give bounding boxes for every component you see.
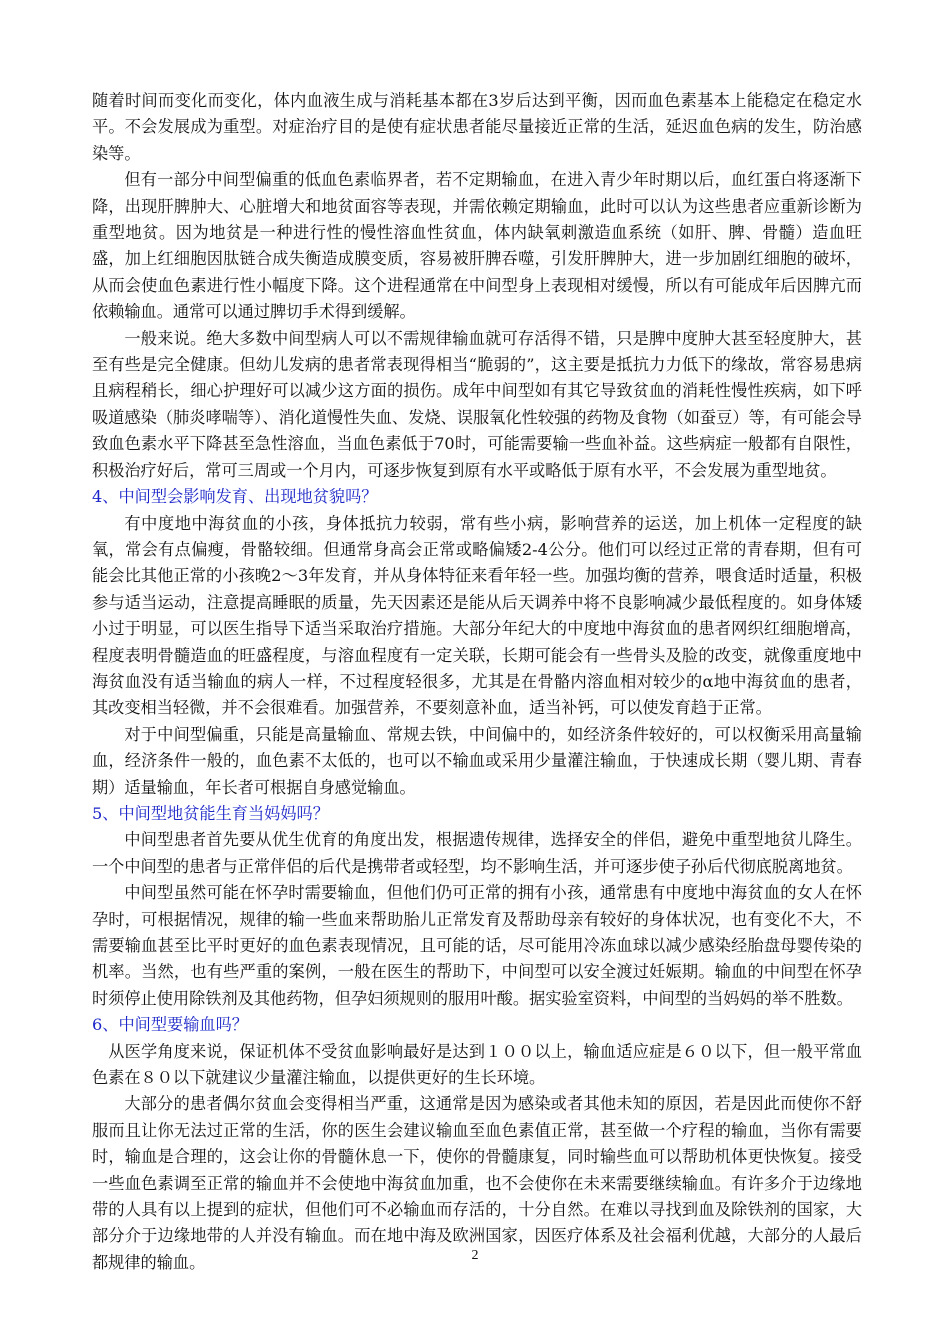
paragraph: 一般来说。绝大多数中间型病人可以不需规律输血就可存活得不错，只是脾中度肿大甚至轻度肿大，甚至有些是完全健康。但幼儿发病的患者常表现得相当“脆弱的”，这主要是抵抗力力低下的缘故，常容易患病且病程稍长，细心护理好可以减少这方面的损伤。成年中间型如有其它导致贫血的消耗性慢性疾病，如下呼吸道感染（肺炎哮喘等）、消化道慢性失血、发烧、误服氧化性较强的药物及食物（如蚕豆）等，有可能会导致血色素水平下降甚至急性溶血，当血色素低于70时，可能需要输一些血补益。这些病症一般都有自限性，积极治疗好后，常可三周或一个月内，可逐步恢复到原有水平或略低于原有水平，不会发展为重型地贫。	[92, 328, 862, 480]
paragraph: 随着时间而变化而变化，体内血液生成与消耗基本都在3岁后达到平衡，因而血色素基本上能稳定在稳定水平。不会发展成为重型。对症治疗目的是使有症状患者能尽量接近正常的生活，延迟血色病的发生，防治感染等。	[92, 91, 862, 163]
page-number: 2	[471, 1248, 479, 1263]
section-heading-5: 5、中间型地贫能生育当妈妈吗？	[92, 803, 329, 823]
paragraph: 中间型虽然可能在怀孕时需要输血，但他们仍可正常的拥有小孩，通常患有中度地中海贫血的女人在怀孕时，可根据情况，规律的输一些血来帮助胎儿正常发育及帮助母亲有较好的身体状况，也有变化不大，不需要输血甚至比平时更好的血色素表现情况，且可能的话，尽可能用冷冻血球以减少感染经胎盘母婴传染的机率。当然，也有些严重的案例，一般在医生的帮助下，中间型可以安全渡过妊娠期。输血的中间型在怀孕时须停止使用除铁剂及其他药物，但孕妇须规则的服用叶酸。据实验室资料，中间型的当妈妈的举不胜数。	[92, 883, 862, 1008]
paragraph: 对于中间型偏重，只能是高量输血、常规去铁，中间偏中的，如经济条件较好的，可以权衡采用高量输血，经济条件一般的，血色素不太低的，也可以不输血或采用少量灌注输血，于快速成长期（婴儿期、青春期）适量输血，年长者可根据自身感觉输血。	[92, 724, 862, 797]
paragraph: 中间型患者首先要从优生优育的角度出发，根据遗传规律，选择安全的伴侣，避免中重型地贫儿降生。一个中间型的患者与正常伴侣的后代是携带者或轻型，均不影响生活，并可逐步使子孙后代彻底脱离地贫。	[92, 830, 862, 876]
section-heading-4: 4、中间型会影响发育、出现地贫貌吗？	[92, 487, 378, 507]
section-heading-6: 6、中间型要输血吗？	[92, 1015, 248, 1035]
document-body	[92, 88, 862, 1276]
paragraph: 但有一部分中间型偏重的低血色素临界者，若不定期输血，在进入青少年时期以后，血红蛋白将逐渐下降，出现肝脾肿大、心脏增大和地贫面容等表现，并需依赖定期输血，此时可以认为这些患者应重新诊断为重型地贫。因为地贫是一种进行性的慢性溶血性贫血，体内缺氧刺激造血系统（如肝、脾、骨髓）造血旺盛，加上红细胞因肽链合成失衡造成膜变质，容易被肝脾吞噬，引发肝脾肿大，进一步加剧红细胞的破坏，从而会使血色素进行性小幅度下降。这个进程通常在中间型身上表现相对缓慢，所以有可能成年后因脾亢而依赖输血。通常可以通过脾切手术得到缓解。	[92, 170, 862, 322]
paragraph: 有中度地中海贫血的小孩，身体抵抗力较弱，常有些小病，影响营养的运送，加上机体一定程度的缺氧，常会有点偏瘦，骨骼较细。但通常身高会正常或略偏矮2-4公分。他们可以经过正常的青春期，但有可能会比其他正常的小孩晚2～3年发育，并从身体特征来看年轻一些。加强均衡的营养，喂食适时适量，积极参与适当运动，注意提高睡眠的质量，先天因素还是能从后天调养中将不良影响减少最低程度的。如身体矮小过于明显，可以医生指导下适当采取治疗措施。大部分年纪大的中度地中海贫血的患者网织红细胞增高，程度表明骨髓造血的旺盛程度，与溶血程度有一定关联，长期可能会有一些骨头及脸的改变，就像重度地中海贫血没有适当输血的病人一样，不过程度轻很多，尤其是在骨骼内溶血相对较少的α地中海贫血的患者，其改变相当轻微，并不会很难看。加强营养，不要刻意补血，适当补钙，可以使发育趋于正常。	[92, 513, 862, 718]
paragraph: 大部分的患者偶尔贫血会变得相当严重，这通常是因为感染或者其他未知的原因，若是因此而使你不舒服而且让你无法过正常的生活，你的医生会建议输血至血色素值正常，甚至做一个疗程的输血，当你有需要时，输血是合理的，这会让你的骨髓休息一下，使你的骨髓康复，同时输些血可以帮助机体更快恢复。接受一些血色素调至正常的输血并不会使地中海贫血加重，也不会使你在未来需要继续输血。有许多介于边缘地带的人具有以上提到的症状，但他们可不必输血而存活的，十分自然。在难以寻找到血及除铁剂的国家，大部分介于边缘地带的人并没有输血。而在地中海及欧洲国家，因医疗体系及社会福利优越，大部分的人最后都规律的输血。	[92, 1094, 862, 1272]
paragraph: 从医学角度来说，保证机体不受贫血影响最好是达到１００以上，输血适应症是６０以下，但一般平常血色素在８０以下就建议少量灌注输血，以提供更好的生长环境。	[92, 1041, 862, 1088]
